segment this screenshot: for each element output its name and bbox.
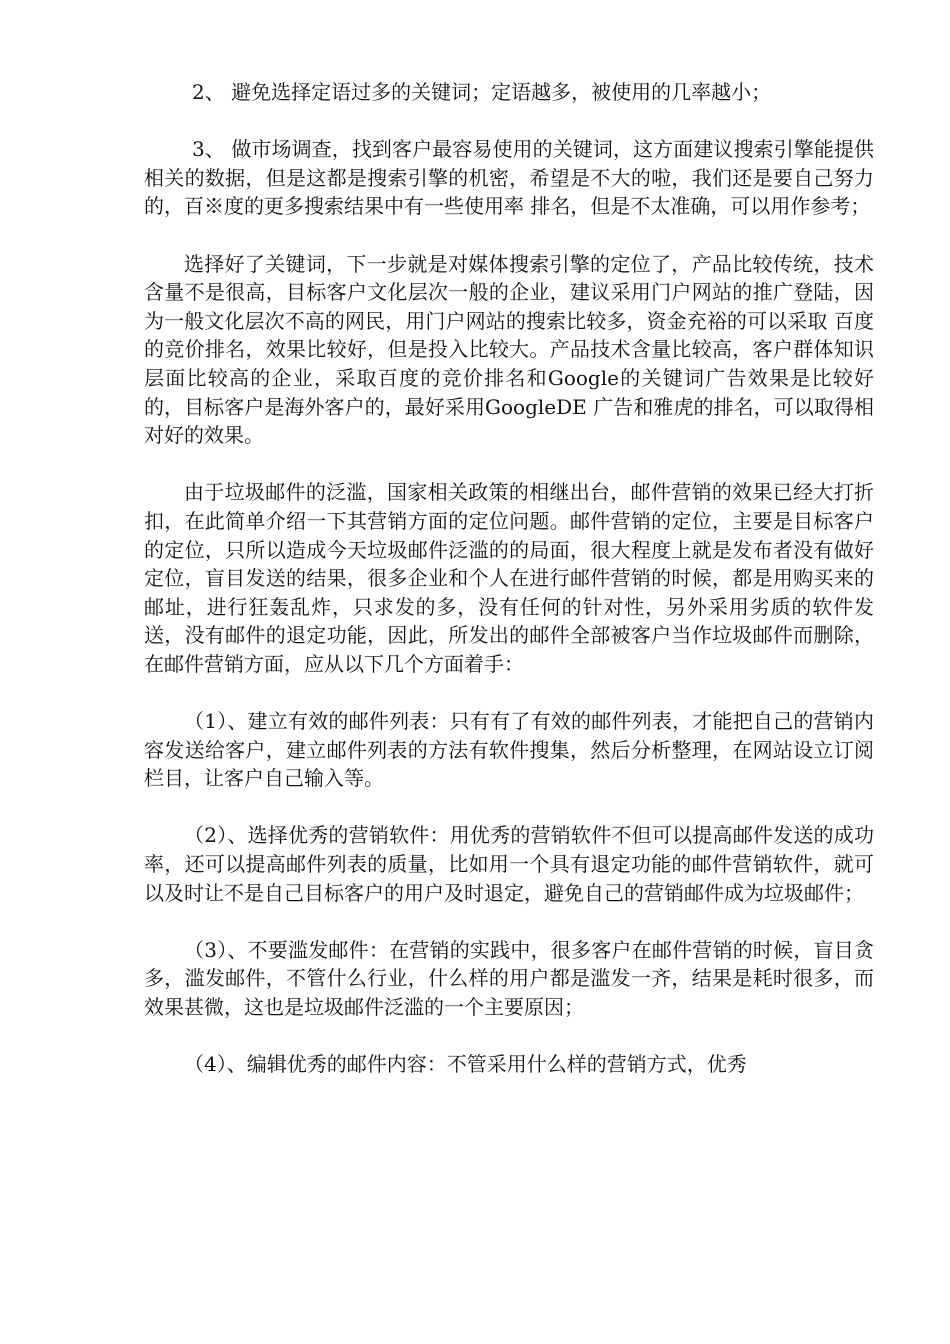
paragraph-search-engine-positioning: 选择好了关键词，下一步就是对媒体搜索引擎的定位了，产品比较传统，技术含量不是很高，目标客户文化层次一般的企业，建议采用门户网站的推广登陆，因为一般文化层次不高的网民，用门户网站的搜索比较多，资金充裕的可以采取 百度的竞价排名，效果比较好，但是投入比较大。产品技术含量比较高，客户群体知识层面比较高的企业，采取百度的竞价排名和Google的关键词广告效果是比较好的，目标客户是海外客户的，最好采用GoogleDE 广告和雅虎的排名，可以取得相对好的效果。 xyxy=(144,251,874,448)
paragraph-email-step-2: （2）、选择优秀的营销软件：用优秀的营销软件不但可以提高邮件发送的成功率，还可以提高邮件列表的质量，比如用一个具有退定功能的邮件营销软件，就可以及时让不是自己目标客户的用户及时退定，避免自己的营销邮件成为垃圾邮件； xyxy=(144,823,874,905)
document-body xyxy=(144,78,874,1079)
paragraph-keyword-tip-2: 2、 避免选择定语过多的关键词；定语越多，被使用的几率越小； xyxy=(192,80,772,104)
paragraph-email-step-4: （4）、编辑优秀的邮件内容：不管采用什么样的营销方式，优秀 xyxy=(184,1052,747,1077)
paragraph-email-step-3: （3）、不要滥发邮件：在营销的实践中，很多客户在邮件营销的时候，盲目贪多，滥发邮件，不管什么行业，什么样的用户都是滥发一齐，结果是耗时很多，而效果甚微，这也是垃圾邮件泛滥的一个主要原因； xyxy=(144,937,874,1019)
paragraph-email-marketing-intro: 由于垃圾邮件的泛滥，国家相关政策的相继出台，邮件营销的效果已经大打折扣，在此简单介绍一下其营销方面的定位问题。邮件营销的定位，主要是目标客户的定位，只所以造成今天垃圾邮件泛滥的的局面，很大程度上就是发布者没有做好定位，盲目发送的结果，很多企业和个人在进行邮件营销的时候，都是用购买来的邮址，进行狂轰乱炸，只求发的多，没有任何的针对性，另外采用劣质的软件发送，没有邮件的退定功能，因此，所发出的邮件全部被客户当作垃圾邮件而删除，在邮件营销方面，应从以下几个方面着手： xyxy=(144,480,874,676)
paragraph-email-step-1: （1）、建立有效的邮件列表：只有有了有效的邮件列表，才能把自己的营销内容发送给客户，建立邮件列表的方法有软件搜集，然后分析整理，在网站设立订阅栏目，让客户自己输入等。 xyxy=(144,709,874,791)
paragraph-keyword-tip-3: 3、 做市场调查，找到客户最容易使用的关键词，这方面建议搜索引擎能提供相关的数据，但是这都是搜索引擎的机密，希望是不大的啦，我们还是要自己努力的，百※度的更多搜索结果中有一些使用率 排名，但是不太准确，可以用作参考； xyxy=(144,137,874,219)
